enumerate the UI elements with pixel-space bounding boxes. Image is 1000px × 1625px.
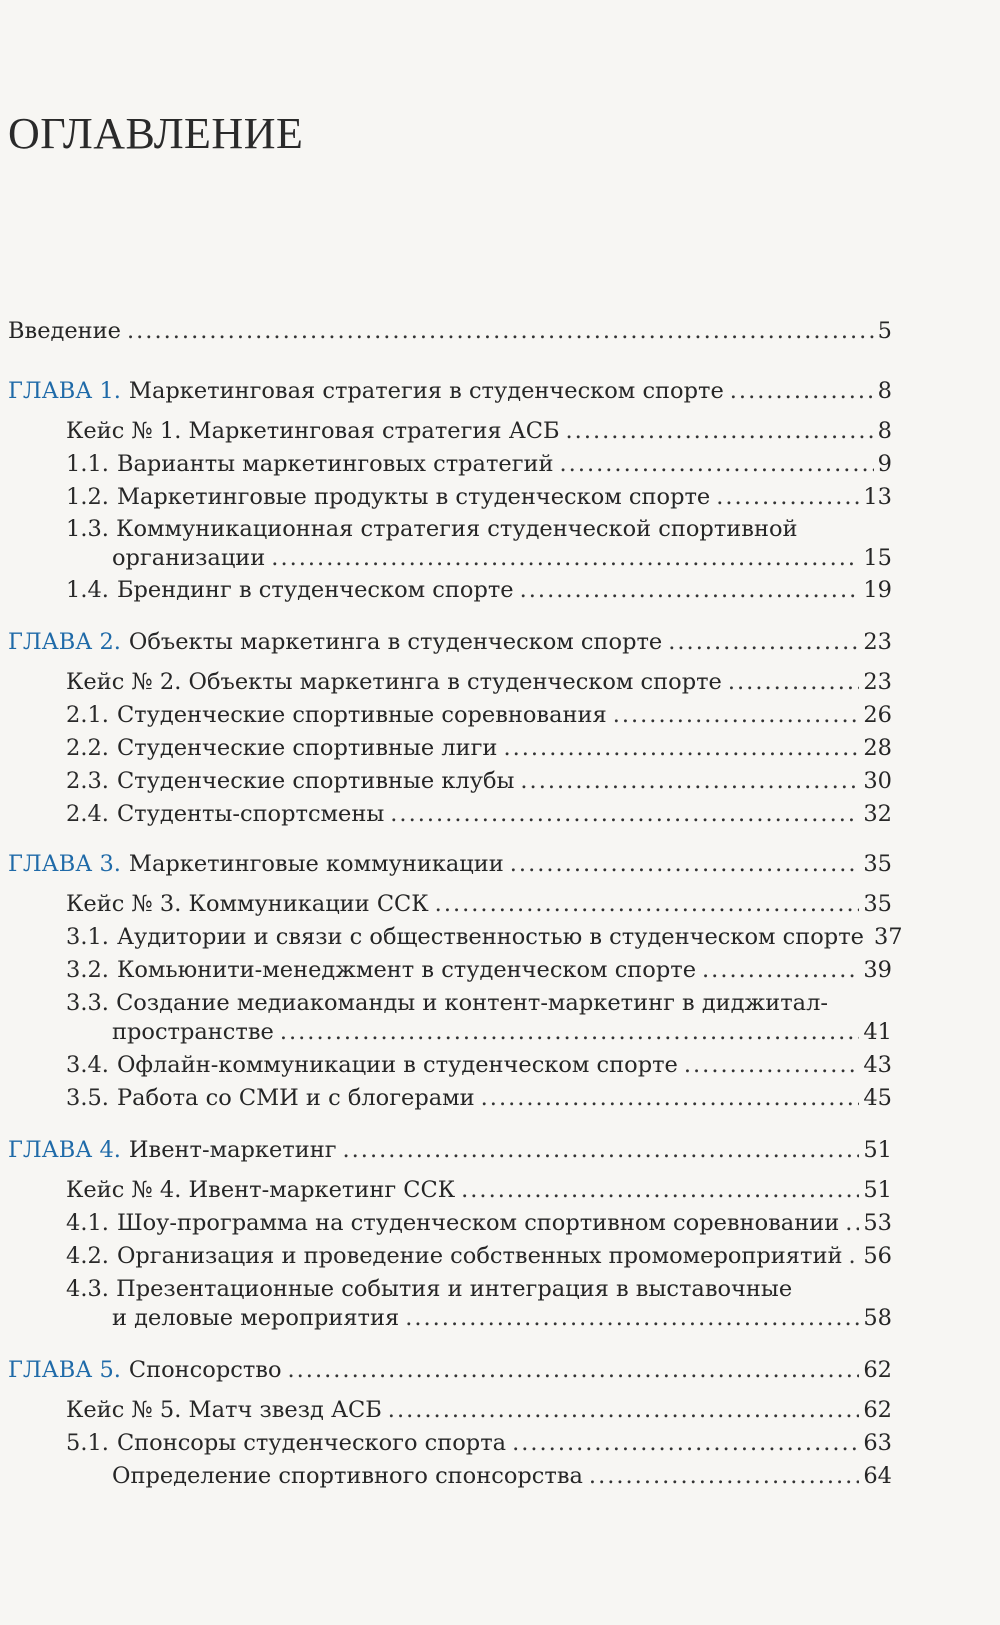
dot-leader bbox=[503, 733, 859, 763]
toc-entry[interactable] bbox=[66, 1241, 892, 1271]
dot-leader bbox=[481, 1083, 860, 1113]
section-number: 3.5. bbox=[66, 1085, 109, 1111]
section-number: 1.2. bbox=[66, 484, 109, 510]
dot-leader bbox=[702, 955, 859, 985]
entry-title: Маркетинговые коммуникации bbox=[128, 851, 504, 877]
toc-chapter-entry[interactable] bbox=[8, 1135, 892, 1165]
dot-leader bbox=[613, 700, 860, 730]
section-number: 2.3. bbox=[66, 768, 109, 794]
entry-title: Варианты маркетинговых стратегий bbox=[116, 451, 554, 477]
entry-title: организации bbox=[112, 545, 266, 571]
toc-entry[interactable] bbox=[112, 1303, 892, 1333]
section-number: 1.1. bbox=[66, 451, 109, 477]
page-number: 15 bbox=[863, 545, 892, 571]
dot-leader bbox=[684, 1050, 859, 1080]
entry-title: Маркетинговая стратегия в студенческом спорте bbox=[128, 378, 724, 404]
dot-leader bbox=[388, 1395, 860, 1425]
toc-entry[interactable] bbox=[66, 1083, 892, 1113]
entry-title: Введение bbox=[8, 318, 121, 344]
dot-leader bbox=[288, 1355, 860, 1385]
entry-title: Кейс № 3. Коммуникации ССК bbox=[66, 891, 429, 917]
page-number: 23 bbox=[863, 669, 892, 695]
entry-title: Работа со СМИ и с блогерами bbox=[116, 1085, 475, 1111]
dot-leader bbox=[845, 1208, 859, 1238]
entry-title: Кейс № 4. Ивент-маркетинг ССК bbox=[66, 1177, 456, 1203]
chapter-number: ГЛАВА 3. bbox=[8, 851, 121, 877]
section-number: 3.1. bbox=[66, 924, 109, 950]
page-number: 8 bbox=[877, 378, 892, 404]
dot-leader bbox=[566, 416, 874, 446]
toc-chapter-entry[interactable] bbox=[8, 376, 892, 406]
section-number: 2.1. bbox=[66, 702, 109, 728]
toc-entry[interactable] bbox=[66, 1175, 892, 1205]
dot-leader bbox=[512, 1428, 859, 1458]
entry-title: Шоу-программа на студенческом спортивном соревновании bbox=[116, 1210, 840, 1236]
page-number: 39 bbox=[863, 957, 892, 983]
entry-title: Студенты-спортсмены bbox=[116, 801, 385, 827]
entry-title: Кейс № 2. Объекты маркетинга в студенческом спорте bbox=[66, 669, 722, 695]
page-number: 5 bbox=[877, 318, 892, 344]
dot-leader bbox=[520, 766, 859, 796]
page-number: 43 bbox=[863, 1052, 892, 1078]
section-number: 1.3. bbox=[66, 516, 109, 542]
entry-title: Студенческие спортивные лиги bbox=[116, 735, 498, 761]
dot-leader bbox=[848, 1241, 859, 1271]
dot-leader bbox=[280, 1017, 860, 1047]
toc-entry-first-line bbox=[66, 1274, 792, 1304]
section-number: 4.1. bbox=[66, 1210, 109, 1236]
entry-title: Офлайн-коммуникации в студенческом спорте bbox=[116, 1052, 678, 1078]
section-number: 3.2. bbox=[66, 957, 109, 983]
page-number: 35 bbox=[863, 851, 892, 877]
entry-title: Аудитории и связи с общественностью в студенческом спорте bbox=[116, 924, 864, 950]
entry-title-first-line: Презентационные события и интеграция в выставочные bbox=[116, 1276, 793, 1302]
entry-title: Кейс № 1. Маркетинговая стратегия АСБ bbox=[66, 418, 560, 444]
section-number: 3.4. bbox=[66, 1052, 109, 1078]
page-number: 19 bbox=[863, 577, 892, 603]
page-number: 45 bbox=[863, 1085, 892, 1111]
page-number: 51 bbox=[863, 1177, 892, 1203]
chapter-number: ГЛАВА 1. bbox=[8, 378, 121, 404]
entry-title: Ивент-маркетинг bbox=[128, 1137, 337, 1163]
dot-leader bbox=[668, 627, 859, 657]
dot-leader bbox=[589, 1461, 859, 1491]
entry-title: и деловые мероприятия bbox=[112, 1305, 400, 1331]
page-number: 23 bbox=[863, 629, 892, 655]
chapter-number: ГЛАВА 2. bbox=[8, 629, 121, 655]
page-number: 53 bbox=[863, 1210, 892, 1236]
page-number: 9 bbox=[877, 451, 892, 477]
dot-leader bbox=[390, 799, 859, 829]
page-number: 26 bbox=[863, 702, 892, 728]
toc-entry[interactable] bbox=[66, 1208, 892, 1238]
toc-entry[interactable] bbox=[66, 955, 892, 985]
section-number: 3.3. bbox=[66, 990, 109, 1016]
dot-leader bbox=[520, 575, 860, 605]
dot-leader bbox=[560, 449, 874, 479]
dot-leader bbox=[716, 482, 859, 512]
page-number: 41 bbox=[863, 1019, 892, 1045]
toc-entry[interactable] bbox=[66, 667, 892, 697]
dot-leader bbox=[510, 849, 860, 879]
toc-entry[interactable] bbox=[66, 575, 892, 605]
toc-chapter-entry[interactable] bbox=[8, 1355, 892, 1385]
toc-entry[interactable] bbox=[66, 889, 892, 919]
section-number: 1.4. bbox=[66, 577, 109, 603]
chapter-number: ГЛАВА 4. bbox=[8, 1137, 121, 1163]
dot-leader bbox=[728, 667, 859, 697]
page-number: 37 bbox=[873, 924, 903, 950]
page-number: 30 bbox=[863, 768, 892, 794]
dot-leader bbox=[343, 1135, 860, 1165]
page-number: 13 bbox=[863, 484, 892, 510]
toc-entry[interactable] bbox=[66, 922, 903, 952]
toc-entry[interactable] bbox=[66, 799, 892, 829]
dot-leader bbox=[271, 543, 859, 573]
page-title: ОГЛАВЛЕНИЕ bbox=[8, 109, 304, 158]
entry-title: Студенческие спортивные соревнования bbox=[116, 702, 607, 728]
entry-title: Определение спортивного спонсорства bbox=[112, 1463, 583, 1489]
chapter-number: ГЛАВА 5. bbox=[8, 1357, 121, 1383]
section-number: 4.2. bbox=[66, 1243, 109, 1269]
entry-title: Маркетинговые продукты в студенческом спорте bbox=[116, 484, 711, 510]
toc-entry-first-line bbox=[66, 514, 798, 544]
entry-title: Спонсорство bbox=[128, 1357, 282, 1383]
entry-title-first-line: Коммуникационная стратегия студенческой спортивной bbox=[116, 516, 798, 542]
toc-entry[interactable] bbox=[66, 416, 892, 446]
toc-chapter-entry[interactable] bbox=[8, 627, 892, 657]
toc-entry[interactable] bbox=[112, 1461, 892, 1491]
toc-entry[interactable] bbox=[66, 482, 892, 512]
toc-entry[interactable] bbox=[8, 316, 892, 346]
toc-entry[interactable] bbox=[66, 766, 892, 796]
dot-leader bbox=[405, 1303, 859, 1333]
entry-title-first-line: Создание медиакоманды и контент-маркетинг в диджитал- bbox=[116, 990, 828, 1016]
dot-leader bbox=[435, 889, 860, 919]
section-number: 5.1. bbox=[66, 1430, 109, 1456]
toc-entry[interactable] bbox=[66, 700, 892, 730]
toc-entry[interactable] bbox=[66, 1428, 892, 1458]
toc-chapter-entry[interactable] bbox=[8, 849, 892, 879]
dot-leader bbox=[127, 316, 874, 346]
toc-entry[interactable] bbox=[66, 449, 892, 479]
toc-entry[interactable] bbox=[66, 1395, 892, 1425]
entry-title: Кейс № 5. Матч звезд АСБ bbox=[66, 1397, 382, 1423]
entry-title: Спонсоры студенческого спорта bbox=[116, 1430, 507, 1456]
page-number: 32 bbox=[863, 801, 892, 827]
page-number: 35 bbox=[863, 891, 892, 917]
page-number: 63 bbox=[863, 1430, 892, 1456]
page-number: 56 bbox=[863, 1243, 892, 1269]
section-number: 2.4. bbox=[66, 801, 109, 827]
toc-entry-first-line bbox=[66, 988, 828, 1018]
page-number: 58 bbox=[863, 1305, 892, 1331]
entry-title: пространстве bbox=[112, 1019, 274, 1045]
page-number: 28 bbox=[863, 735, 892, 761]
entry-title: Брендинг в студенческом спорте bbox=[116, 577, 514, 603]
dot-leader bbox=[461, 1175, 859, 1205]
entry-title: Организация и проведение собственных промомероприятий bbox=[116, 1243, 843, 1269]
dot-leader bbox=[730, 376, 874, 406]
section-number: 2.2. bbox=[66, 735, 109, 761]
toc-entry[interactable] bbox=[66, 1050, 892, 1080]
page-number: 62 bbox=[863, 1397, 892, 1423]
page-number: 8 bbox=[877, 418, 892, 444]
section-number: 4.3. bbox=[66, 1276, 109, 1302]
toc-entry[interactable] bbox=[112, 1017, 892, 1047]
page-number: 64 bbox=[863, 1463, 892, 1489]
entry-title: Студенческие спортивные клубы bbox=[116, 768, 515, 794]
entry-title: Комьюнити-менеджмент в студенческом спорте bbox=[116, 957, 697, 983]
entry-title: Объекты маркетинга в студенческом спорте bbox=[128, 629, 663, 655]
page-number: 62 bbox=[863, 1357, 892, 1383]
toc-entry[interactable] bbox=[112, 543, 892, 573]
toc-entry[interactable] bbox=[66, 733, 892, 763]
page-number: 51 bbox=[863, 1137, 892, 1163]
